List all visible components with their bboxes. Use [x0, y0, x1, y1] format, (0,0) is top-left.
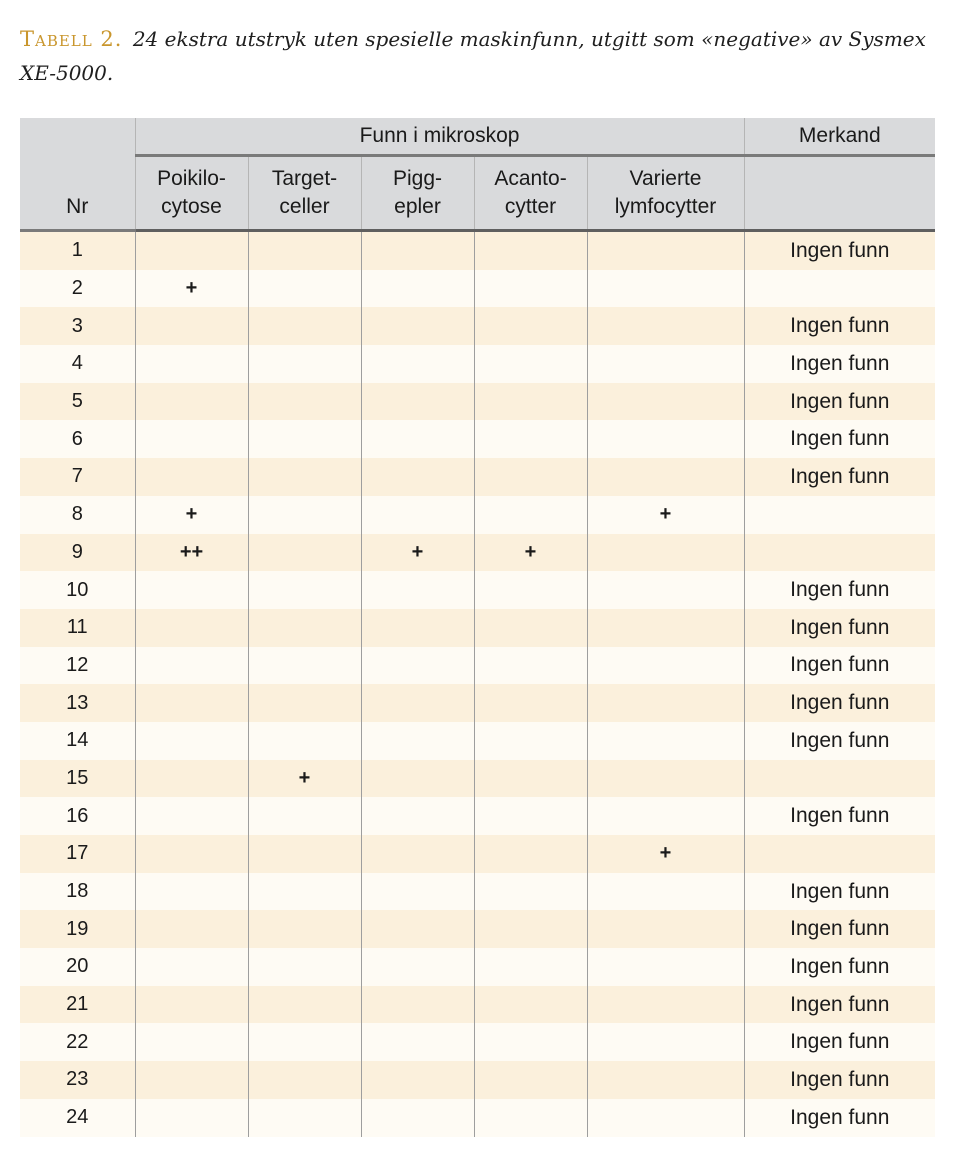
finding-cell: [587, 1099, 744, 1137]
finding-cell: [248, 722, 361, 760]
row-number: 24: [20, 1099, 135, 1137]
finding-cell: [587, 1061, 744, 1099]
finding-cell: [474, 797, 587, 835]
finding-cell: [248, 609, 361, 647]
finding-cell: [587, 647, 744, 685]
finding-cell: [587, 797, 744, 835]
remark-cell: [744, 534, 935, 572]
finding-cell: [587, 948, 744, 986]
table-body: [20, 231, 935, 1137]
finding-cell: [135, 420, 248, 458]
remark-cell: Ingen funn: [744, 647, 935, 685]
finding-cell: [135, 948, 248, 986]
remark-cell: Ingen funn: [744, 986, 935, 1024]
table-row: [20, 420, 935, 458]
finding-cell: [474, 345, 587, 383]
finding-cell: [248, 534, 361, 572]
finding-cell: [587, 986, 744, 1024]
finding-cell: [135, 609, 248, 647]
finding-cell: [135, 684, 248, 722]
finding-cell: [474, 1023, 587, 1061]
finding-cell: [361, 910, 474, 948]
remark-cell: [744, 496, 935, 534]
finding-cell: [587, 609, 744, 647]
table-row: [20, 722, 935, 760]
remark-cell: Ingen funn: [744, 1023, 935, 1061]
finding-cell: [361, 722, 474, 760]
remark-cell: Ingen funn: [744, 910, 935, 948]
remark-cell: [744, 835, 935, 873]
finding-cell: [248, 948, 361, 986]
finding-cell: [135, 1099, 248, 1137]
table-row: [20, 1061, 935, 1099]
finding-cell: [474, 760, 587, 798]
table-row: [20, 760, 935, 798]
row-number: 2: [20, 270, 135, 308]
finding-cell: [135, 345, 248, 383]
finding-cell: [135, 873, 248, 911]
finding-cell: [587, 571, 744, 609]
row-number: 7: [20, 458, 135, 496]
finding-cell: [587, 458, 744, 496]
finding-cell: [361, 1061, 474, 1099]
finding-cell: [474, 307, 587, 345]
finding-cell: [135, 1061, 248, 1099]
remark-cell: Ingen funn: [744, 1099, 935, 1137]
table-row: [20, 797, 935, 835]
row-number: 12: [20, 647, 135, 685]
row-number: 23: [20, 1061, 135, 1099]
finding-cell: +: [248, 760, 361, 798]
table-row: [20, 496, 935, 534]
row-number: 17: [20, 835, 135, 873]
finding-cell: [587, 345, 744, 383]
finding-cell: [135, 722, 248, 760]
remark-cell: Ingen funn: [744, 873, 935, 911]
column-header-targetceller: Target- celler: [248, 156, 361, 231]
row-number: 3: [20, 307, 135, 345]
finding-cell: [135, 910, 248, 948]
finding-cell: [248, 684, 361, 722]
finding-cell: [361, 345, 474, 383]
finding-cell: [587, 722, 744, 760]
finding-cell: [474, 458, 587, 496]
finding-cell: [135, 760, 248, 798]
table-row: [20, 986, 935, 1024]
finding-cell: [474, 231, 587, 270]
finding-cell: [248, 835, 361, 873]
table-row: [20, 458, 935, 496]
finding-cell: [135, 986, 248, 1024]
caption-label: Tabell 2.: [20, 27, 123, 51]
finding-cell: [248, 910, 361, 948]
finding-cell: [248, 496, 361, 534]
finding-cell: [361, 835, 474, 873]
finding-cell: [361, 760, 474, 798]
remark-cell: Ingen funn: [744, 684, 935, 722]
finding-cell: [587, 1023, 744, 1061]
finding-cell: [361, 307, 474, 345]
finding-cell: +: [587, 496, 744, 534]
finding-cell: +: [135, 270, 248, 308]
finding-cell: [474, 496, 587, 534]
finding-cell: [361, 231, 474, 270]
remark-cell: Ingen funn: [744, 420, 935, 458]
table-row: [20, 534, 935, 572]
finding-cell: [135, 571, 248, 609]
row-number: 10: [20, 571, 135, 609]
table-caption: [20, 22, 945, 90]
finding-cell: [248, 270, 361, 308]
row-number: 6: [20, 420, 135, 458]
row-number: 4: [20, 345, 135, 383]
column-header-acantocytter: Acanto- cytter: [474, 156, 587, 231]
finding-cell: [474, 1061, 587, 1099]
row-number: 16: [20, 797, 135, 835]
row-number: 15: [20, 760, 135, 798]
finding-cell: [361, 684, 474, 722]
remark-cell: [744, 760, 935, 798]
finding-cell: [474, 609, 587, 647]
finding-cell: [474, 1099, 587, 1137]
finding-cell: [135, 458, 248, 496]
finding-cell: [135, 647, 248, 685]
finding-cell: [361, 496, 474, 534]
findings-table-container: [20, 118, 935, 1137]
finding-cell: [361, 647, 474, 685]
table-row: [20, 609, 935, 647]
table-row: [20, 684, 935, 722]
row-number: 5: [20, 383, 135, 421]
finding-cell: [361, 797, 474, 835]
finding-cell: [474, 383, 587, 421]
finding-cell: +: [587, 835, 744, 873]
finding-cell: [248, 231, 361, 270]
finding-cell: [587, 307, 744, 345]
finding-cell: [361, 609, 474, 647]
remark-group-header: Merkand: [744, 118, 935, 156]
finding-cell: [361, 873, 474, 911]
column-header-piggepler: Pigg- epler: [361, 156, 474, 231]
finding-cell: [361, 1099, 474, 1137]
table-row: [20, 270, 935, 308]
finding-cell: +: [361, 534, 474, 572]
finding-cell: [361, 1023, 474, 1061]
remark-cell: Ingen funn: [744, 1061, 935, 1099]
finding-cell: [587, 760, 744, 798]
finding-cell: [361, 383, 474, 421]
finding-cell: [587, 383, 744, 421]
table-row: [20, 231, 935, 270]
finding-cell: [587, 910, 744, 948]
finding-cell: [587, 684, 744, 722]
finding-cell: [135, 231, 248, 270]
table-row: [20, 835, 935, 873]
row-number: 21: [20, 986, 135, 1024]
row-number: 18: [20, 873, 135, 911]
row-number: 22: [20, 1023, 135, 1061]
finding-cell: [248, 1061, 361, 1099]
finding-cell: [587, 873, 744, 911]
remark-cell: Ingen funn: [744, 383, 935, 421]
table-row: [20, 571, 935, 609]
finding-cell: +: [474, 534, 587, 572]
remark-cell: Ingen funn: [744, 571, 935, 609]
finding-cell: [474, 420, 587, 458]
finding-cell: [135, 797, 248, 835]
finding-cell: [474, 684, 587, 722]
finding-cell: [135, 835, 248, 873]
column-header-varierte-lymfocytter: Varierte lymfocytter: [587, 156, 744, 231]
table-row: [20, 383, 935, 421]
row-number: 20: [20, 948, 135, 986]
table-row: [20, 345, 935, 383]
finding-cell: [361, 458, 474, 496]
finding-cell: [135, 307, 248, 345]
finding-cell: [248, 383, 361, 421]
finding-cell: [248, 345, 361, 383]
remark-cell: Ingen funn: [744, 722, 935, 760]
row-number: 9: [20, 534, 135, 572]
finding-cell: [248, 1099, 361, 1137]
nr-header: Nr: [20, 118, 135, 231]
remark-cell: Ingen funn: [744, 609, 935, 647]
finding-cell: [361, 270, 474, 308]
finding-cell: [361, 948, 474, 986]
finding-cell: [135, 1023, 248, 1061]
remark-cell: Ingen funn: [744, 797, 935, 835]
finding-cell: [361, 986, 474, 1024]
finding-cell: [587, 270, 744, 308]
finding-cell: [248, 1023, 361, 1061]
finding-cell: [248, 571, 361, 609]
finding-cell: [248, 797, 361, 835]
row-number: 13: [20, 684, 135, 722]
table-row: [20, 873, 935, 911]
remark-cell: Ingen funn: [744, 948, 935, 986]
row-number: 14: [20, 722, 135, 760]
finding-cell: [587, 231, 744, 270]
remark-cell: Ingen funn: [744, 458, 935, 496]
finding-cell: [248, 986, 361, 1024]
finding-cell: [474, 948, 587, 986]
finding-cell: [361, 571, 474, 609]
finding-cell: [474, 835, 587, 873]
finding-cell: [248, 307, 361, 345]
row-number: 19: [20, 910, 135, 948]
row-number: 8: [20, 496, 135, 534]
finding-cell: [248, 420, 361, 458]
finding-cell: ++: [135, 534, 248, 572]
findings-group-header: Funn i mikroskop: [135, 118, 744, 156]
remark-cell: Ingen funn: [744, 345, 935, 383]
remark-cell: Ingen funn: [744, 231, 935, 270]
remark-cell: [744, 270, 935, 308]
caption-text: 24 ekstra utstryk uten spesielle maskinfunn, utgitt som «negative» av Sysmex XE-5000.: [20, 27, 926, 85]
table-row: [20, 910, 935, 948]
row-number: 1: [20, 231, 135, 270]
table-row: [20, 307, 935, 345]
column-header-poikilocytose: Poikilo- cytose: [135, 156, 248, 231]
table-row: [20, 647, 935, 685]
finding-cell: +: [135, 496, 248, 534]
finding-cell: [248, 873, 361, 911]
finding-cell: [474, 873, 587, 911]
findings-table: [20, 118, 935, 1137]
table-row: [20, 948, 935, 986]
finding-cell: [361, 420, 474, 458]
finding-cell: [135, 383, 248, 421]
finding-cell: [248, 458, 361, 496]
row-number: 11: [20, 609, 135, 647]
finding-cell: [587, 420, 744, 458]
finding-cell: [248, 647, 361, 685]
remark-cell: Ingen funn: [744, 307, 935, 345]
column-header-remark-blank: [744, 156, 935, 231]
finding-cell: [474, 722, 587, 760]
finding-cell: [474, 647, 587, 685]
table-row: [20, 1023, 935, 1061]
table-row: [20, 1099, 935, 1137]
finding-cell: [474, 986, 587, 1024]
finding-cell: [474, 270, 587, 308]
finding-cell: [587, 534, 744, 572]
finding-cell: [474, 571, 587, 609]
finding-cell: [474, 910, 587, 948]
